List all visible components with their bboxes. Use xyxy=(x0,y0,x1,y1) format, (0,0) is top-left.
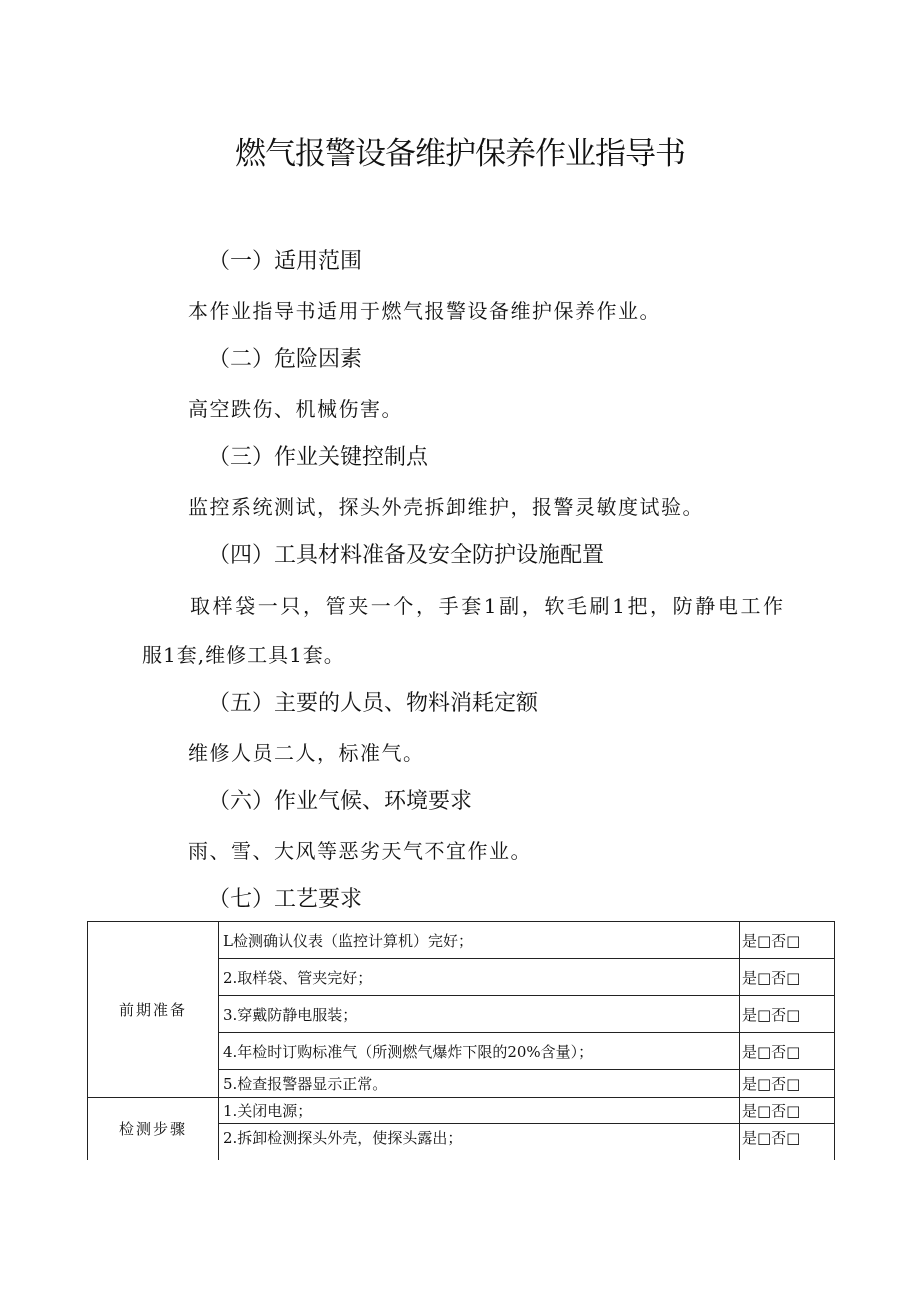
yes-no-checkbox-cell[interactable]: 是□否□ xyxy=(740,1124,835,1160)
step-cell: 2.拆卸检测探头外壳，使探头露出； xyxy=(219,1124,740,1160)
section-heading-process: （七）工艺要求 xyxy=(208,887,363,912)
step-cell: 1.关闭电源； xyxy=(219,1098,740,1124)
category-cell-inspection: 检测步骤 xyxy=(88,1098,219,1160)
step-cell: 4.年检时订购标准气（所测燃气爆炸下限的20%含量）； xyxy=(219,1033,740,1070)
section-heading-environment: （六）作业气候、环境要求 xyxy=(208,789,473,814)
section-heading-hazards: （二）危险因素 xyxy=(208,347,363,372)
section-text-hazards: 高空跌伤、机械伤害。 xyxy=(188,397,403,421)
section-text-control-points: 监控系统测试，探头外壳拆卸维护，报警灵敏度试验。 xyxy=(188,495,704,519)
process-table xyxy=(87,921,835,1160)
yes-no-checkbox-cell[interactable]: 是□否□ xyxy=(740,922,835,959)
step-cell: 3.穿戴防静电服装； xyxy=(219,996,740,1033)
document-title: 燃气报警设备维护保养作业指导书 xyxy=(235,136,685,172)
table-row xyxy=(88,1098,835,1124)
section-heading-scope: （一）适用范围 xyxy=(208,249,363,274)
yes-no-checkbox-cell[interactable]: 是□否□ xyxy=(740,1070,835,1098)
table-row xyxy=(88,922,835,959)
yes-no-checkbox-cell[interactable]: 是□否□ xyxy=(740,996,835,1033)
yes-no-checkbox-cell[interactable]: 是□否□ xyxy=(740,959,835,996)
section-heading-tools: （四）工具材料准备及安全防护设施配置 xyxy=(208,543,605,568)
section-text-personnel: 维修人员二人，标准气。 xyxy=(188,741,425,765)
section-text-environment: 雨、雪、大风等恶劣天气不宜作业。 xyxy=(188,839,532,863)
section-heading-personnel: （五）主要的人员、物料消耗定额 xyxy=(208,691,539,716)
section-text-tools-line2: 服1套,维修工具1套。 xyxy=(142,643,345,667)
step-cell: 5.检查报警器显示正常。 xyxy=(219,1070,740,1098)
step-cell: 2.取样袋、管夹完好； xyxy=(219,959,740,996)
category-cell-preparation: 前期准备 xyxy=(88,922,219,1098)
section-text-scope: 本作业指导书适用于燃气报警设备维护保养作业。 xyxy=(188,299,661,323)
yes-no-checkbox-cell[interactable]: 是□否□ xyxy=(740,1033,835,1070)
section-heading-control-points: （三）作业关键控制点 xyxy=(208,445,429,470)
step-cell: L检测确认仪表（监控计算机）完好； xyxy=(219,922,740,959)
yes-no-checkbox-cell[interactable]: 是□否□ xyxy=(740,1098,835,1124)
section-text-tools-line1: 取样袋一只，管夹一个，手套1副，软毛刷1把，防静电工作 xyxy=(190,594,786,618)
